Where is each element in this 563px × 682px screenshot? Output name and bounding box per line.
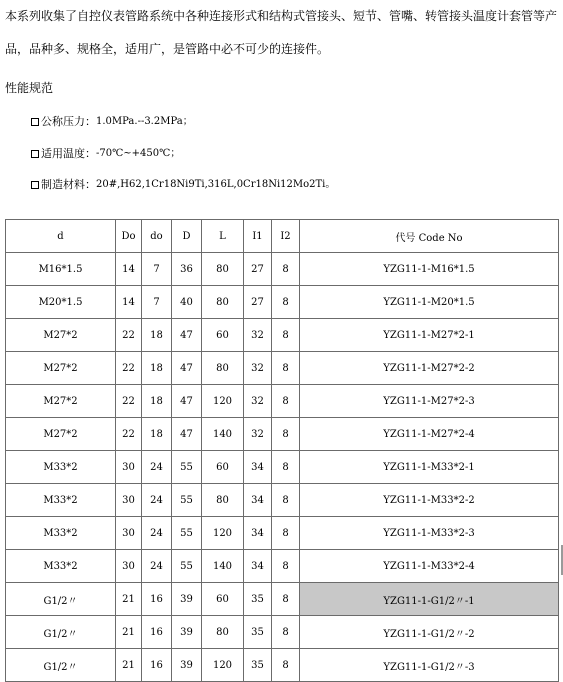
table-cell: 47 xyxy=(172,418,202,451)
checkbox-square-icon xyxy=(31,150,39,158)
table-cell: 34 xyxy=(244,484,272,517)
table-cell: 27 xyxy=(244,286,272,319)
dimension-table xyxy=(5,219,559,682)
table-cell: 80 xyxy=(202,484,244,517)
table-row xyxy=(6,286,559,319)
table-cell: 32 xyxy=(244,319,272,352)
table-cell: M16*1.5 xyxy=(6,253,116,286)
table-cell: 39 xyxy=(172,649,202,682)
code-cell: YZG11-1-M33*2-4 xyxy=(300,550,559,583)
header-cell: L xyxy=(202,220,244,253)
table-cell: 18 xyxy=(142,385,172,418)
table-cell: 8 xyxy=(272,583,300,616)
header-cell: Do xyxy=(116,220,142,253)
code-cell: YZG11-1-M27*2-4 xyxy=(300,418,559,451)
section-title: 性能规范 xyxy=(5,81,54,95)
table-cell: M33*2 xyxy=(6,484,116,517)
table-cell: 22 xyxy=(116,319,142,352)
table-cell: 16 xyxy=(142,649,172,682)
table-cell: 8 xyxy=(272,253,300,286)
table-cell: 120 xyxy=(202,649,244,682)
table-cell: 40 xyxy=(172,286,202,319)
table-row xyxy=(6,517,559,550)
table-cell: M27*2 xyxy=(6,319,116,352)
table-cell: 34 xyxy=(244,451,272,484)
table-cell: 34 xyxy=(244,550,272,583)
table-row xyxy=(6,484,559,517)
code-cell: YZG11-1-M33*2-2 xyxy=(300,484,559,517)
header-cell: I2 xyxy=(272,220,300,253)
table-cell: 39 xyxy=(172,616,202,649)
table-cell: 80 xyxy=(202,616,244,649)
header-cell: I1 xyxy=(244,220,272,253)
table-cell: 8 xyxy=(272,550,300,583)
table-cell: 140 xyxy=(202,418,244,451)
table-row xyxy=(6,418,559,451)
table-cell: G1/2〃 xyxy=(6,583,116,616)
header-cell: d xyxy=(6,220,116,253)
table-cell: M27*2 xyxy=(6,418,116,451)
table-cell: 120 xyxy=(202,385,244,418)
code-cell: YZG11-1-M27*2-2 xyxy=(300,352,559,385)
table-cell: 14 xyxy=(116,253,142,286)
table-cell: 35 xyxy=(244,649,272,682)
table-row xyxy=(6,451,559,484)
spec-pressure xyxy=(31,114,193,130)
table-cell: M33*2 xyxy=(6,517,116,550)
table-cell: 8 xyxy=(272,517,300,550)
table-cell: 22 xyxy=(116,385,142,418)
table-cell: 8 xyxy=(272,484,300,517)
code-cell: YZG11-1-M27*2-3 xyxy=(300,385,559,418)
table-cell: M33*2 xyxy=(6,451,116,484)
table-cell: 22 xyxy=(116,352,142,385)
table-cell: M27*2 xyxy=(6,352,116,385)
table-cell: 30 xyxy=(116,517,142,550)
table-cell: 8 xyxy=(272,451,300,484)
table-cell: 32 xyxy=(244,352,272,385)
table-cell: 30 xyxy=(116,550,142,583)
table-cell: 8 xyxy=(272,418,300,451)
code-cell: YZG11-1-G1/2〃-3 xyxy=(300,649,559,682)
table-cell: 7 xyxy=(142,286,172,319)
spec-value: -70℃~+450℃； xyxy=(96,148,181,159)
spec-label: 适用温度： xyxy=(41,147,96,160)
table-cell: 47 xyxy=(172,319,202,352)
header-cell: 代号 Code No xyxy=(300,220,559,253)
spec-label: 公称压力： xyxy=(41,115,96,128)
table-cell: 21 xyxy=(116,649,142,682)
table-cell: 27 xyxy=(244,253,272,286)
table-cell: 8 xyxy=(272,616,300,649)
table-cell: M33*2 xyxy=(6,550,116,583)
table-cell: 39 xyxy=(172,583,202,616)
table-cell: 55 xyxy=(172,484,202,517)
table-row xyxy=(6,616,559,649)
code-cell: YZG11-1-M20*1.5 xyxy=(300,286,559,319)
table-cell: 35 xyxy=(244,616,272,649)
table-cell: 14 xyxy=(116,286,142,319)
table-cell: 60 xyxy=(202,319,244,352)
table-cell: 80 xyxy=(202,286,244,319)
table-cell: 55 xyxy=(172,451,202,484)
table-cell: 30 xyxy=(116,484,142,517)
spec-temperature xyxy=(31,146,180,162)
code-cell: YZG11-1-M27*2-1 xyxy=(300,319,559,352)
table-cell: M20*1.5 xyxy=(6,286,116,319)
table-cell: 60 xyxy=(202,583,244,616)
header-cell: D xyxy=(172,220,202,253)
table-cell: 140 xyxy=(202,550,244,583)
table-cell: 24 xyxy=(142,484,172,517)
table-cell: 47 xyxy=(172,352,202,385)
table-cell: 55 xyxy=(172,550,202,583)
table-cell: 34 xyxy=(244,517,272,550)
spec-value: 20#,H62,1Cr18Ni9Ti,316L,0Cr18Ni12Mo2Ti。 xyxy=(96,179,336,190)
table-cell: 60 xyxy=(202,451,244,484)
table-cell: 36 xyxy=(172,253,202,286)
table-cell: 18 xyxy=(142,418,172,451)
table-cell: 16 xyxy=(142,583,172,616)
table-cell: 24 xyxy=(142,451,172,484)
table-row xyxy=(6,583,559,616)
table-cell: 18 xyxy=(142,352,172,385)
table-cell: 24 xyxy=(142,517,172,550)
table-cell: 80 xyxy=(202,352,244,385)
table-cell: 8 xyxy=(272,286,300,319)
table-cell: G1/2〃 xyxy=(6,649,116,682)
table-cell: 7 xyxy=(142,253,172,286)
header-cell: do xyxy=(142,220,172,253)
code-cell: YZG11-1-M33*2-3 xyxy=(300,517,559,550)
table-row xyxy=(6,253,559,286)
table-cell: 32 xyxy=(244,418,272,451)
table-cell: 21 xyxy=(116,583,142,616)
table-cell: 21 xyxy=(116,616,142,649)
table-cell: 35 xyxy=(244,583,272,616)
table-cell: 47 xyxy=(172,385,202,418)
intro-paragraph: 本系列收集了自控仪表管路系统中各种连接形式和结构式管接头、短节、管嘴、转管接头温度计套管等产品，品种多、规格全，适用广，是管路中必不可少的连接件。 xyxy=(5,9,558,56)
code-cell: YZG11-1-G1/2〃-2 xyxy=(300,616,559,649)
table-cell: 8 xyxy=(272,385,300,418)
checkbox-square-icon xyxy=(31,118,39,126)
table-cell: 32 xyxy=(244,385,272,418)
code-cell: YZG11-1-M16*1.5 xyxy=(300,253,559,286)
table-cell: 8 xyxy=(272,319,300,352)
table-cell: 16 xyxy=(142,616,172,649)
table-cell: G1/2〃 xyxy=(6,616,116,649)
table-cell: 8 xyxy=(272,649,300,682)
code-cell: YZG11-1-M33*2-1 xyxy=(300,451,559,484)
table-cell: 8 xyxy=(272,352,300,385)
spec-value: 1.0MPa.--3.2MPa； xyxy=(96,116,193,127)
table-body xyxy=(6,253,559,682)
table-cell: 80 xyxy=(202,253,244,286)
table-cell: 18 xyxy=(142,319,172,352)
spec-label: 制造材料： xyxy=(41,178,96,191)
table-row xyxy=(6,352,559,385)
table-cell: 22 xyxy=(116,418,142,451)
table-cell: M27*2 xyxy=(6,385,116,418)
table-cell: 24 xyxy=(142,550,172,583)
table-row xyxy=(6,385,559,418)
table-cell: 120 xyxy=(202,517,244,550)
code-cell-selected: YZG11-1-G1/2〃-1 xyxy=(300,583,559,616)
table-row xyxy=(6,550,559,583)
checkbox-square-icon xyxy=(31,181,39,189)
table-cell: 55 xyxy=(172,517,202,550)
table-row xyxy=(6,319,559,352)
table-header-row xyxy=(6,220,559,253)
table-cell: 30 xyxy=(116,451,142,484)
spec-material xyxy=(31,177,335,193)
